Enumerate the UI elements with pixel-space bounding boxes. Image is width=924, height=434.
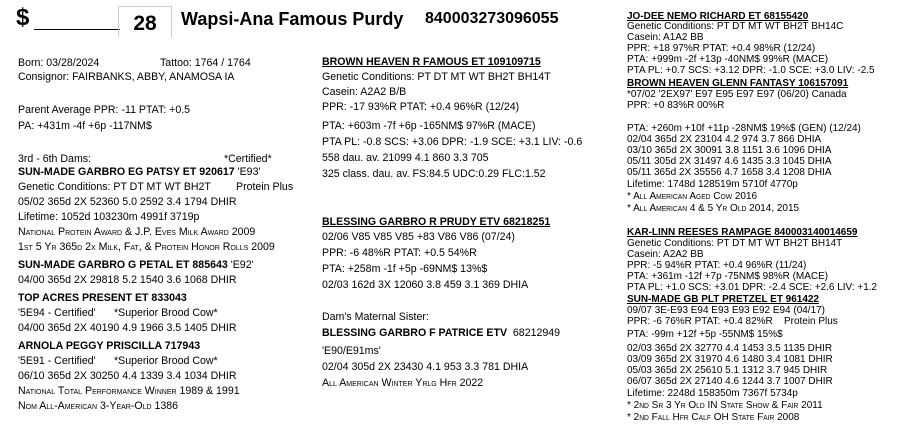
third-dam-lifetime: Lifetime: 1052d 103230m 4991f 3719p (18, 211, 200, 223)
dams-header: 3rd - 6th Dams: (18, 153, 92, 165)
sixth-dam-award: Nom All-American 3-Year-Old 1386 (18, 400, 179, 412)
sixth-dam-score: '5E91 - Certified' (18, 355, 96, 367)
lot-number-box: 28 (118, 6, 172, 37)
maternal-sister-score: 'E90/E91ms' (322, 345, 381, 357)
third-dam-line (18, 166, 260, 178)
dam-sire-pta: PTA: +361m -12f +7p -75NM$ 98%R (MACE) (627, 271, 829, 282)
third-dam-record: 05/02 365d 2X 52360 5.0 2592 3.4 1794 DHIR (18, 196, 237, 208)
dam-dam-name: SUN-MADE GB PLT PRETZEL ET 961422 (627, 294, 819, 305)
sire-dam-name: BROWN HEAVEN GLENN FANTASY 106157091 (627, 78, 849, 89)
sixth-dam-award: National Total Performance Winner 1989 & 1991 (18, 385, 240, 397)
price-dollar-sign: $ (16, 4, 30, 31)
sire-dam-award: * All American Aged Cow 2016 (627, 191, 758, 202)
sire-sire-pta-pl: PTA PL: +0.7 SCS: +3.12 DPR: -1.0 SCE: +3.0 LIV: -2.5 (627, 65, 875, 76)
fifth-dam-name: TOP ACRES PRESENT ET 833043 (18, 292, 187, 304)
dam-sire-pta-pl: PTA PL: +1.0 SCS: +3.01 DPR: -2.4 SCE: +2.6 LIV: +1.2 (627, 282, 878, 293)
sire-pta-pl: PTA PL: -0.8 SCS: +3.06 DPR: -1.9 SCE: +3.1 LIV: -0.6 (322, 136, 583, 148)
sire-dam-record: 03/10 365d 2X 30091 3.8 1151 3.6 1096 DHIA (627, 145, 832, 156)
tattoo: Tattoo: 1764 / 1764 (160, 57, 251, 69)
parent-average-pta: PA: +431m -4f +6p -117NM$ (18, 120, 152, 132)
dam-dam-record: 06/07 365d 2X 27140 4.6 1244 3.7 1007 DHIR (627, 376, 833, 387)
dam-sire-genetics: Genetic Conditions: PT DT MT WT BH2T BH14T (627, 238, 843, 249)
sire-sire-casein: Casein: A1A2 BB (627, 32, 704, 43)
fourth-dam-name: SUN-MADE GARBRO G PETAL ET 885643 (18, 259, 228, 271)
dam-dam-record: 02/03 365d 2X 32770 4.4 1453 3.5 1135 DHIR (627, 343, 833, 354)
maternal-sister-award: All American Winter Yrlg Hfr 2022 (322, 377, 484, 389)
fourth-dam-record: 04/00 365d 2X 29818 5.2 1540 3.6 1068 DHIR (18, 274, 237, 286)
sixth-dam-name: ARNOLA PEGGY PRISCILLA 717943 (18, 340, 201, 352)
sire-casein: Casein: A2A2 B/B (322, 86, 407, 98)
sire-classified-daughters: 325 class. dau. av. FS:84.5 UDC:0.29 FLC:1.52 (322, 168, 546, 180)
parent-average: Parent Average PPR: -11 PTAT: +0.5 (18, 104, 191, 116)
sire-sire-genetics: Genetic Conditions: PT DT MT WT BH2T BH14C (627, 21, 844, 32)
fifth-dam-score: '5E94 - Certified' (18, 307, 96, 319)
sire-pta: PTA: +603m -7f +6p -165NM$ 97%R (MACE) (322, 120, 536, 132)
fifth-dam-record: 04/00 365d 2X 40190 4.9 1966 3.5 1405 DHIR (18, 322, 237, 334)
dam-sire-casein: Casein: A2A2 BB (627, 249, 704, 260)
sixth-dam-note: *Superior Brood Cow* (114, 355, 218, 367)
dam-dam-scores: 09/07 3E-E93 E94 E93 E93 E92 E94 (04/17) (627, 305, 825, 316)
dam-ppr: PPR: -6 48%R PTAT: +0.5 54%R (322, 247, 477, 259)
sire-dam-record: 05/11 365d 2X 35556 4.7 1658 3.4 1208 DHIA (627, 167, 832, 178)
registration-number: 840003273096055 (425, 10, 559, 27)
dam-sire-ppr: PPR: -5 94%R PTAT: +0.4 96%R (11/24) (627, 260, 807, 271)
dam-pta: PTA: +258m -1f +5p -69NM$ 13%$ (322, 263, 488, 275)
dam-name: BLESSING GARBRO R PRUDY ETV 68218251 (322, 216, 551, 228)
dam-dam-record: 03/09 365d 2X 31970 4.6 1480 3.4 1081 DHIR (627, 354, 833, 365)
sire-dam-record: 02/04 365d 2X 23104 4.2 974 3.7 866 DHIA (627, 134, 822, 145)
fifth-dam-note: *Superior Brood Cow* (114, 307, 218, 319)
dam-dam-pta: PTA: -99m +12f +5p -55NM$ 15%$ (627, 329, 783, 340)
maternal-sister-name: BLESSING GARBRO F PATRICE ETV (322, 327, 508, 339)
third-dam-name: SUN-MADE GARBRO EG PATSY ET 920617 (18, 166, 235, 178)
sire-genetics: Genetic Conditions: PT DT MT WT BH2T BH14T (322, 71, 551, 83)
dam-dam-protein: Protein Plus (784, 316, 838, 327)
sire-dam-award: * All American 4 & 5 Yr Old 2014, 2015 (627, 203, 800, 214)
sire-daughters: 558 dau. av. 21099 4.1 860 3.3 705 (322, 152, 489, 164)
sire-dam-scores: *07/02 '2EX97' E97 E95 E97 E97 (06/20) Canada (627, 89, 847, 100)
sire-sire-pta: PTA: +999m -2f +13p -40NM$ 99%R (MACE) (627, 54, 829, 65)
price-blank-line (34, 29, 120, 30)
sire-dam-record: 05/11 305d 2X 31497 4.6 1435 3.3 1045 DHIA (627, 156, 832, 167)
maternal-sister-record: 02/04 305d 2X 23430 4.1 953 3.3 781 DHIA (322, 361, 529, 373)
maternal-sister-line (322, 327, 560, 339)
animal-name: Wapsi-Ana Famous Purdy (181, 9, 404, 29)
dam-dam-lifetime: Lifetime: 2248d 158350m 7367f 5734p (627, 388, 798, 399)
third-dam-award: 1st 5 Yr 365d 2x Milk, Fat, & Protein Honor Rolls 2009 (18, 241, 275, 253)
consignor: Consignor: FAIRBANKS, ABBY, ANAMOSA IA (18, 71, 235, 83)
dam-record: 02/03 162d 3X 12060 3.8 459 3.1 369 DHIA (322, 279, 529, 291)
third-dam-award: National Protein Award & J.P. Eves Milk Award 2009 (18, 226, 256, 238)
maternal-sister-header: Dam's Maternal Sister: (322, 311, 429, 323)
sixth-dam-record: 06/10 365d 2X 30250 4.4 1339 3.4 1034 DHIR (18, 370, 237, 382)
fourth-dam-line (18, 259, 254, 271)
fourth-dam-score: 'E92' (227, 259, 254, 271)
dam-dam-award: * 2nd Sr 3 Yr Old IN State Show & Fair 2011 (627, 400, 823, 411)
sire-ppr: PPR: -17 93%R PTAT: +0.4 96%R (12/24) (322, 101, 520, 113)
dam-dam-ppr: PPR: -6 76%R PTAT: +0.4 82%R (627, 316, 773, 327)
sire-sire-ppr: PPR: +18 97%R PTAT: +0.4 98%R (12/24) (627, 43, 816, 54)
dam-dam-record: 05/03 365d 2X 25610 5.1 1312 3.7 945 DHIR (627, 365, 828, 376)
sire-sire-name: JO-DEE NEMO RICHARD ET 68155420 (627, 11, 809, 22)
third-dam-genetics: Genetic Conditions: PT DT MT WT BH2T (18, 181, 211, 193)
birth-date: Born: 03/28/2024 (18, 57, 100, 69)
dam-scores: 02/06 V85 V85 V85 +83 V86 V86 (07/24) (322, 231, 515, 243)
dam-dam-award: * 2nd Fall Hfr Calf OH State Fair 2008 (627, 412, 800, 423)
sire-name: BROWN HEAVEN R FAMOUS ET 109109715 (322, 56, 541, 68)
sire-dam-pta: PTA: +260m +10f +11p -28NM$ 19%$ (GEN) (12/24) (627, 123, 861, 134)
maternal-sister-reg: 68212949 (512, 327, 561, 339)
certified-label: *Certified* (224, 153, 272, 165)
third-dam-protein: Protein Plus (236, 181, 294, 193)
sire-dam-ppr: PPR: +0 83%R 00%R (627, 100, 725, 111)
sire-dam-lifetime: Lifetime: 1748d 128519m 5710f 4770p (627, 179, 798, 190)
third-dam-score: 'E93' (234, 166, 261, 178)
dam-sire-name: KAR-LINN REESES RAMPAGE 840003140014659 (627, 227, 858, 238)
